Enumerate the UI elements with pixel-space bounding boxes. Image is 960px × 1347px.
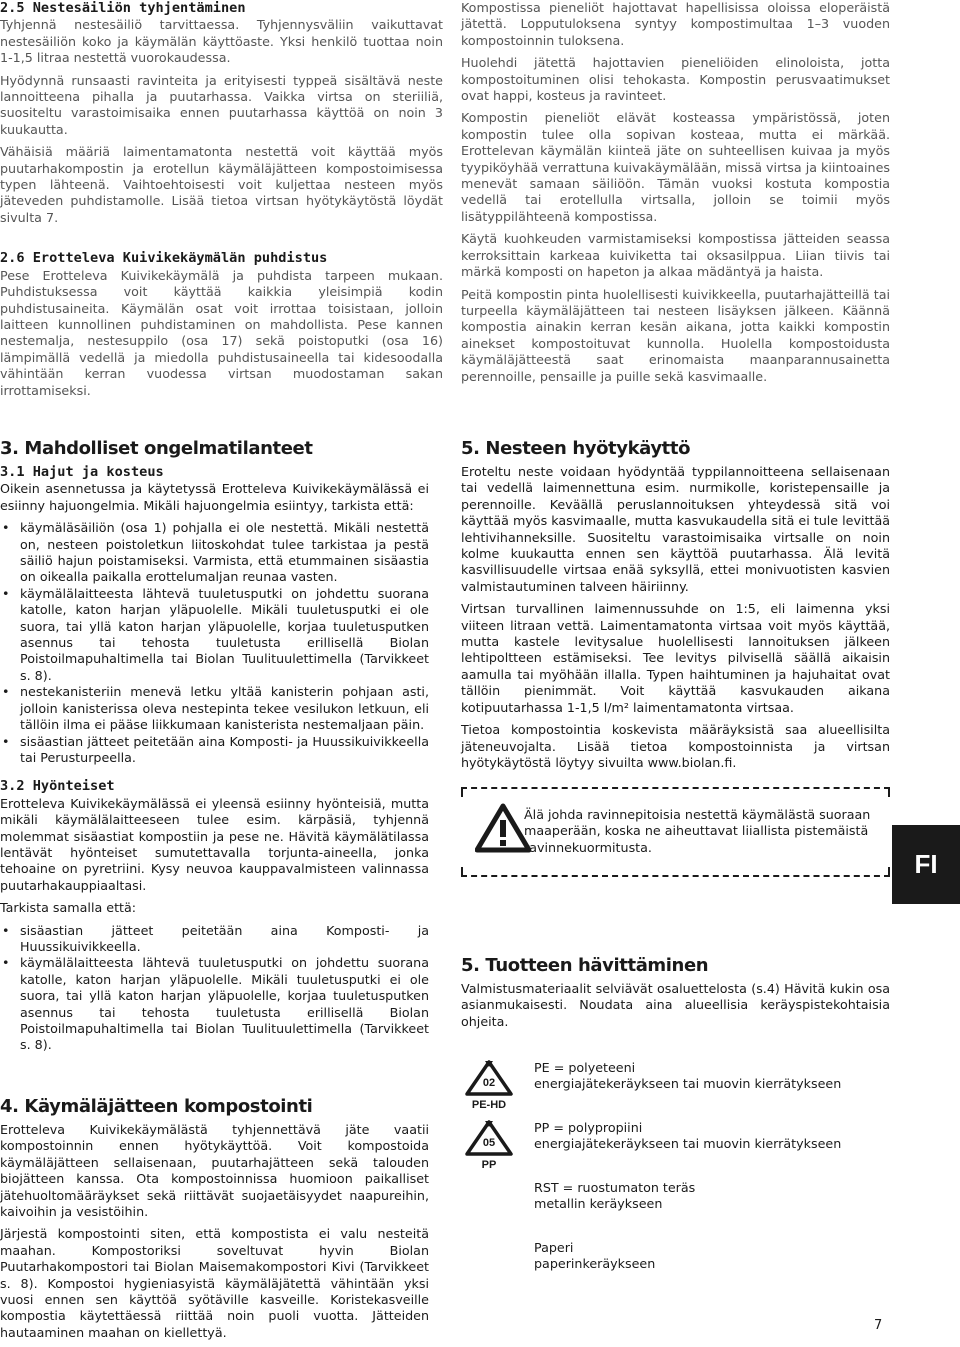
recycle-code: 05 <box>482 1137 496 1149</box>
recycle-line-2: energiajätekeräykseen tai muovin kierrätykseen <box>534 1076 842 1092</box>
list-item: • sisäastian jätteet peitetään aina Komposti- ja Huussikuivikkeella tai Perusturpeella. <box>0 734 429 767</box>
list-item: • käymälälaitteesta lähtevä tuuletusputki on johdettu suorana katolle, katon harjan yläpuolelle. Mikäli tuuletusputki ei ole suora, tai yllä katon harjan yläpuolelle, korjaa tuuletusputken asennus tai tehosta tuuletusta erillisellä Biolan Poistoilmapuhaltimella tai Biolan Tuulituulettimella (Tarvikkeet s. 8). <box>0 955 429 1053</box>
s31-bullet-list <box>0 520 429 766</box>
recycle-line-1: PP = polypropiini <box>534 1120 643 1135</box>
section-3-1-heading: 3.1 Hajut ja kosteus <box>0 464 164 480</box>
section-2-5-heading: 2.5 Nestesäiliön tyhjentäminen <box>0 0 246 16</box>
corner-mark <box>461 787 473 797</box>
section-3-heading: 3. Mahdolliset ongelmatilanteet <box>0 438 313 459</box>
recycle-triangle-icon <box>461 1058 517 1114</box>
recycle-row-rst <box>461 1180 901 1220</box>
page-number: 7 <box>874 1318 883 1333</box>
s32-bullet-list <box>0 923 429 1054</box>
recycle-line-1: Paperi <box>534 1240 574 1255</box>
recycle-row-pe <box>461 1058 901 1114</box>
recycle-line-1: PE = polyeteeni <box>534 1060 636 1075</box>
disposal-heading: 5. Tuotteen hävittäminen <box>461 955 709 976</box>
col1-top <box>0 0 443 405</box>
list-item: • käymälälaitteesta lähtevä tuuletusputki on johdettu suorana katolle, katon harjan yläpuolelle. Mikäli tuuletusputki ei ole suora, tai yllä katon harjan yläpuolelle, korjaa tuuletusputken asennus tai tehosta tuuletusta erillisellä Biolan Poistoilmapuhaltimella tai Biolan Tuulituulettimella (Tarvikkeet s. 8). <box>0 586 429 684</box>
s4-paragraph-2: Järjestä kompostointi siten, että kompostista ei valu nesteitä maahan. Kompostoriksi soveltuvat hyvin Biolan Puutarhakompostori tai Biolan Maisemakompostori Kivi (Tarvikkeet s. 8). Kompostoi hygieniasyistä käymäläjätettä vähintään yksi vuosi ennen sen käyttöä syötäville kasveille. Koristekasveille kompostia käytettäessä riittää noin puoli vuotta. Jätteiden hautaaminen maahan on kiellettyä. <box>0 1226 429 1340</box>
s5-paragraph-2: Virtsan turvallinen laimennussuhde on 1:5, eli laimenna yksi viiteen litraan vettä. Laimentamatonta virtsaa voit myös käyttää, mutta kastele levitysalue huolellisesti lannoituksen jälkeen lehtipoltteen estämiseksi. Tee levitys pilvisellä säällä aikaisin aamulla tai myöhään illalla. Typen haihtuminen ja hajuhaitat ovat tällöin pienimmät. Voit käyttää kasvukauden aikana kotipuutarhassa 1-1,5 l/m² laimentamatonta virtsaa. <box>461 601 890 715</box>
recycle-text-pe <box>534 1060 841 1093</box>
s32-paragraph-2: Tarkista samalla että: <box>0 900 137 916</box>
recycle-text-rst <box>534 1180 695 1213</box>
compost-paragraph-4: Käytä kuohkeuden varmistamiseksi kompostissa jätteiden seassa kerroksittain karkeaa kuiviketta tai oksasilppua. Liian tiivis tai märkä komposti on hapeton ja alkaa mädäntyä ja haista. <box>461 231 890 280</box>
recycle-line-2: energiajätekeräykseen tai muovin kierrätykseen <box>534 1136 842 1152</box>
warning-triangle-icon <box>475 803 531 853</box>
recycle-code: 02 <box>482 1077 496 1089</box>
recycle-row-paper <box>461 1240 901 1280</box>
s26-paragraph-1: Pese Erotteleva Kuivikekäymälä ja puhdista tarpeen mukaan. Puhdistuksessa voit käyttää kaikkia yleisimpiä kodin puhdistusaineita. Käymälän osat voit irrottaa toisistaan, jolloin laitteen kunnollinen puhdistaminen on mahdollista. Pese kannen nestemalja, nestesuppilo (osa 17) sekä poistoputki (osa 16) lämpimällä vedellä ja miedolla puhdistusaineella tai kidesoodalla vähintään kerran vuodessa virtsan muodostaman sakan irrottamiseksi. <box>0 267 443 398</box>
recycle-text-pp <box>534 1120 841 1153</box>
s32-paragraph-1: Erotteleva Kuivikekäymälässä ei yleensä esiinny hyönteisiä, mutta mikäli käymälälaitteeseen tulee esim. kärpäsiä, tyhjennä molemmat sisäastiat kompostiin ja pese ne. Hävitä käymälätilassa lentävät hyönteiset sumutettavalla torjunta-aineella, jonka tehoaine on pyretriini. Kysy neuvoa kauppavalmisteen valinnassa puutarhakauppiaaltasi. <box>0 795 429 893</box>
compost-paragraph-3: Kompostin pieneliöt elävät kosteassa ympäristössä, joten kompostin tulee olla sopivan kosteaa, mutta ei märkää. Erottelevan käymälän kiinteä jäte on suhteellisen kuivaa ja myös tyypiköyhää verrattuna kuivakäymälään, missä virtsa ja kiintoaines menevät samaan säiliöön. Tämän vuoksi kostuta kompostia vedellä tai erotellulla virtsalla, jolloin se toimii myös lisätyppilähteenä kompostissa. <box>461 110 890 224</box>
s25-paragraph-3: Vähäisiä määriä laimentamatonta nestettä voit käyttää myös puutarhakompostin ja erotellun käymäläjätteen kompostoimisessa typen lähteenä. Vaihtoehtoisesti voit kuljettaa nesteen myös jäteveden puhdistamolle. Lisää tietoa virtsan hyötykäytöstä löydät sivulta 7. <box>0 144 443 225</box>
warning-box <box>461 787 890 877</box>
recycle-text-paper <box>534 1240 655 1273</box>
recycle-line-2: paperinkeräykseen <box>534 1256 656 1272</box>
corner-mark <box>878 787 890 797</box>
recycle-line-1: RST = ruostumaton teräs <box>534 1180 696 1195</box>
recycle-label: PE-HD <box>471 1099 507 1111</box>
compost-paragraph-1: Kompostissa pieneliöt hajottavat hapellisissa oloissa eloperäistä jätettä. Lopputuloksena syntyy kompostimultaa 1–3 vuoden kompostoinnin tuloksena. <box>461 0 890 48</box>
compost-paragraph-2: Huolehdi jätettä hajottavien pieneliöiden elinoloista, jotta kompostoituminen olisi tehokasta. Kompostin perusvaatimukset ovat happi, kosteus ja ravinteet. <box>461 55 890 104</box>
warning-border-bottom <box>461 875 890 877</box>
col2-disposal <box>461 955 890 1036</box>
section-4-heading: 4. Käymäläjätteen kompostointi <box>0 1096 313 1117</box>
s4-paragraph-1: Erotteleva Kuivikekäymälästä tyhjennettävä jäte vaatii kompostoinnin ennen hyötykäyttöä. Voit kompostoida käymäläjätteen sellaisenaan, puutarhajätteen sekä talouden biojätteen kanssa. Ota kompostoinnissa huomioon paikalliset jätehuoltomääräykset sekä riittävät suojaetäisyydet naapureihin, kaivoihin ja vesistöihin. <box>0 1122 429 1220</box>
section-5-heading: 5. Nesteen hyötykäyttö <box>461 438 691 459</box>
corner-mark <box>878 867 890 877</box>
language-tab: FI <box>892 825 960 904</box>
warning-text: Älä johda ravinnepitoisia nestettä käymälästä suoraan maaperään, koska ne aiheuttavat liiallista pistemäistä ravinnekuormitusta. <box>524 807 871 855</box>
recycle-label: PP <box>481 1159 497 1171</box>
s31-intro: Oikein asennetussa ja käytetyssä Erotteleva Kuivikekäymälässä ei esiinny hajuongelmia. Mikäli hajuongelmia esiintyy, tarkista että: <box>0 481 429 513</box>
corner-mark <box>461 867 473 877</box>
spacer <box>0 232 443 250</box>
list-item: • sisäastian jätteet peitetään aina Komposti- ja Huussikuivikkeella. <box>0 923 429 956</box>
col1-section-4 <box>0 1096 429 1347</box>
disposal-paragraph: Valmistusmateriaalit selviävät osaluettelosta (s.4) Hävitä kukin osa asianmukaisesti. Noudata aina alueellisia keräyspistekohtaisia ohjeita. <box>461 981 890 1029</box>
list-item: • käymäläsäiliön (osa 1) pohjalla ei ole nestettä. Mikäli nestettä on, nesteen poistoletkun liitoskohdat tulee tarkistaa ja pestä säiliö hajun poistamiseksi. Varmista, että etummainen sisäastia on oikealla paikalla erottelumaljan reunaa vasten. <box>0 520 429 586</box>
col2-top <box>461 0 890 391</box>
recycle-triangle-icon <box>461 1118 517 1174</box>
list-item: • nestekanisteriin menevä letku yltää kanisterin pohjaan asti, jolloin kanisterissa oleva nestepinta tekee vesilukon letkuun, eli tällöin ilma ei pääse liikkumaan kanisterista nestemaljaan päin. <box>0 684 429 733</box>
col2-bottom <box>461 438 890 777</box>
s5-paragraph-1: Eroteltu neste voidaan hyödyntää typpilannoitteena sellaisenaan tai vedellä laimennettuna esim. nurmikolle, koristepensaille ja perennoille. Keväällä peruslannoituksen yhteydessä sitä voi käyttää myös kasvimaalle, mutta kasvukaudella sitä ei tule levittää lehtivihanneksille. Suositeltu varastoimisaika virtsalle on noin kolme kuukautta ennen sen käyttöä puutarhassa. Älä levitä kasvillisuudelle virtsaa enää syksyllä, ettei monivuotisten kasvien valmistautuminen talveen häiriinny. <box>461 464 890 594</box>
warning-border-top <box>461 787 890 789</box>
section-3-2-heading: 3.2 Hyönteiset <box>0 778 115 795</box>
s25-paragraph-1: Tyhjennä nestesäiliö tarvittaessa. Tyhjennysväliin vaikuttavat nestesäiliön koko ja käymälän käyttöaste. Yksi henkilö tuottaa noin 1-1,5 litraa nestettä vuorokaudessa. <box>0 17 443 66</box>
s5-paragraph-3: Tietoa kompostointia koskevista määräyksistä saa alueellisilta jäteneuvojalta. Lisää tietoa kompostoinnista ja virtsan hyötykäytöstä löytyy sivuilta www.biolan.fi. <box>461 722 890 770</box>
recycle-row-pp <box>461 1118 901 1174</box>
compost-paragraph-5: Peitä kompostin pinta huolellisesti kuivikkeella, puutarhajätteillä tai turpeella käymäläjätteen tai nesteen lisäyksen jälkeen. Käännä kompostia ainakin kerran kesän aikana, jotta kaikki kompostin ainekset kompostoituvat kunnolla. Huolella kompostoidusta käymäläjätteestä saat erinomaista maanparannusainetta perennoille, pensaille ja puille sekä kasvimaalle. <box>461 286 890 384</box>
col1-bottom <box>0 438 429 1060</box>
s25-paragraph-2: Hyödynnä runsaasti ravinteita ja erityisesti typpeä sisältävä neste lannoitteena pihalla ja puutarhassa. Vaikka virtsa on steriiliä, suositeltu varastoimisaika ennen puutarhassa käyttöä on noin 3 kuukautta. <box>0 72 443 137</box>
recycle-line-2: metallin keräykseen <box>534 1196 663 1212</box>
section-2-6-heading: 2.6 Erotteleva Kuivikekäymälän puhdistus <box>0 250 328 267</box>
